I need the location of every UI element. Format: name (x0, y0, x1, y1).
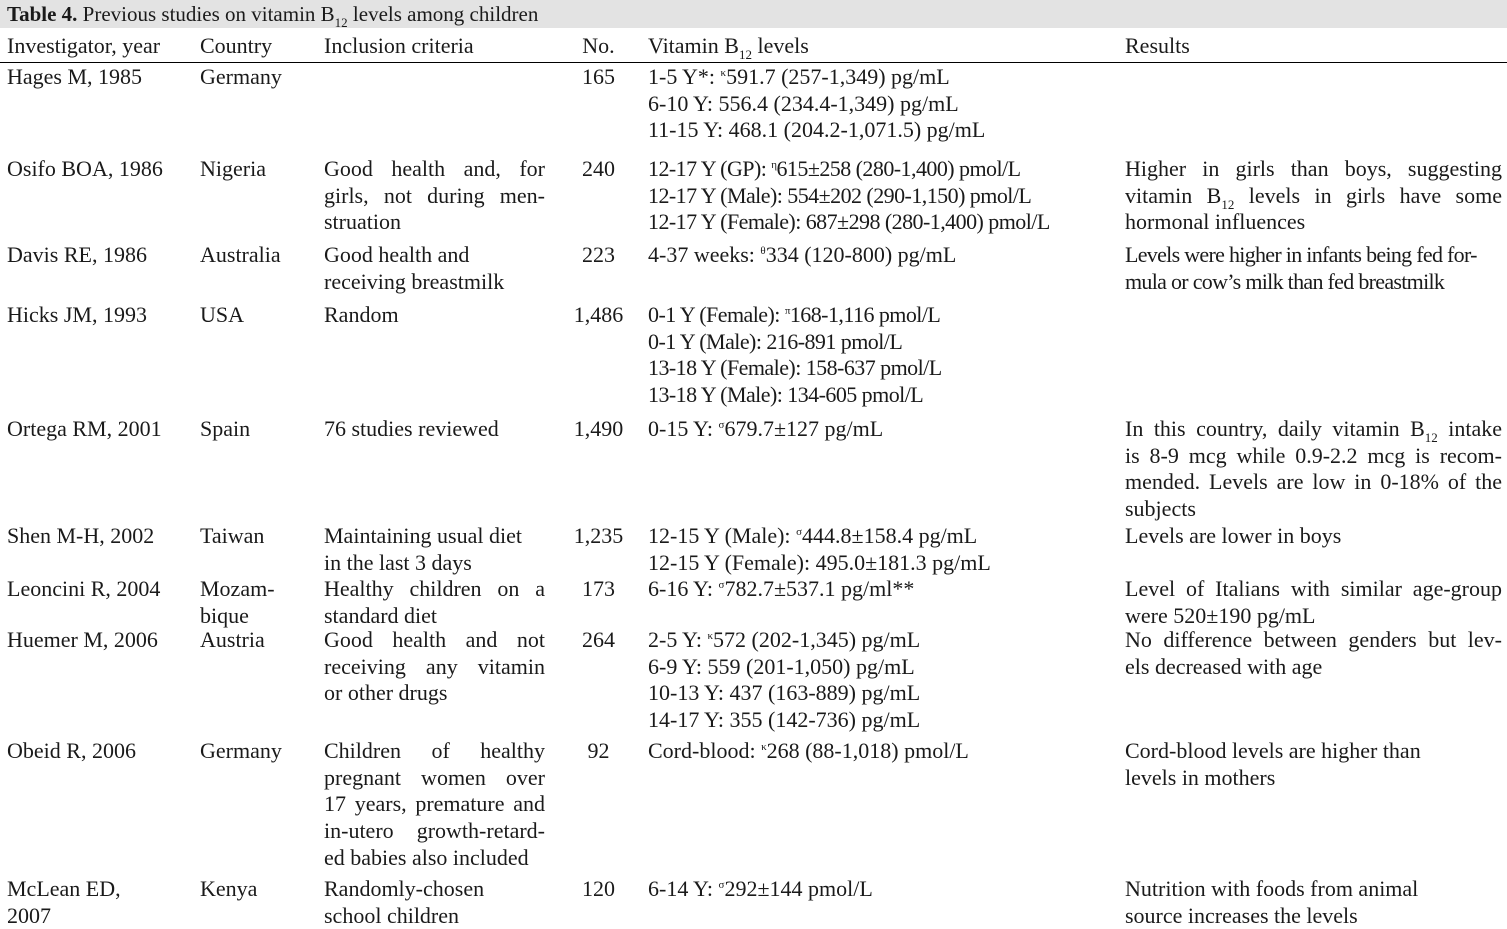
number-cell: 165 (582, 64, 615, 89)
level-line: 12-17 Y (Male): 554±202 (290-1,150) pmol/L (648, 182, 1032, 208)
method-mark: κ (707, 630, 714, 642)
method-mark: σ (796, 526, 802, 538)
cell-line: receiving any vitamin (324, 653, 545, 679)
cell-line: levels in mothers (1125, 764, 1276, 790)
country-cell: Austria (200, 627, 265, 652)
inclusion-criteria-cell (324, 576, 545, 629)
level-line: 1-5 Y*: $^\kappa$591.7 (257-1,349) pg/mL (648, 64, 950, 89)
cell-line: in-utero growth-retard- (324, 818, 545, 844)
cell-line: Nutrition with foods from animal (1125, 876, 1419, 901)
vitamin-levels-cell (648, 156, 1118, 236)
method-mark: θ (760, 245, 766, 257)
level-line: 0-15 Y: $^\sigma$679.7±127 pg/mL (648, 416, 884, 441)
vitamin-levels-cell (648, 242, 1118, 269)
investigator-cell: Hages M, 1985 (7, 64, 143, 89)
investigator-cell: Davis RE, 1986 (7, 242, 147, 267)
results-cell (1125, 576, 1502, 629)
vitamin-levels-cell (648, 64, 1118, 144)
header-country: Country (200, 33, 273, 58)
country-cell: Australia (200, 242, 281, 267)
cell-line: Good health and, for (324, 156, 545, 181)
header-inclusion: Inclusion criteria (324, 33, 474, 58)
table-label: Table 4. (7, 2, 78, 26)
inclusion-criteria-cell (324, 523, 545, 576)
cell-line: or other drugs (324, 680, 448, 706)
results-cell (1125, 876, 1502, 929)
table-caption (0, 0, 1507, 28)
level-line: 12-17 Y (GP): $^\eta$615±258 (280-1,400) pmol/L (648, 156, 1021, 181)
country-cell: Germany (200, 64, 282, 89)
cell-line: Level of Italians with similar age-group (1125, 576, 1502, 601)
cell-line: Cord-blood levels are higher than (1125, 738, 1421, 763)
cell-line: girls, not during men- (324, 182, 545, 208)
cell-line: Randomly-chosen (324, 876, 485, 901)
method-mark: σ (718, 879, 725, 891)
investigator-cell: Huemer M, 2006 (7, 627, 158, 652)
inclusion-criteria-cell (324, 242, 545, 295)
cell-line: Maintaining usual diet (324, 523, 522, 548)
results-cell (1125, 738, 1502, 791)
number-cell: 173 (582, 576, 615, 601)
level-line: 2-5 Y: $^\kappa$572 (202-1,345) pg/mL (648, 627, 921, 652)
level-line: 14-17 Y: 355 (142-736) pg/mL (648, 707, 921, 733)
level-line: 4-37 weeks: $^\theta$334 (120-800) pg/mL (648, 242, 957, 267)
country-cell: Taiwan (200, 523, 265, 548)
cell-line: in the last 3 days (324, 549, 472, 575)
cell-line: struation (324, 209, 401, 235)
country-cell: Spain (200, 416, 251, 441)
inclusion-criteria-cell (324, 627, 545, 707)
cell-line: 76 studies reviewed (324, 416, 499, 441)
cell-line: vitamin $B_{12}$ levels in girls have some (1125, 182, 1502, 212)
level-line: 11-15 Y: 468.1 (204.2-1,071.5) pg/mL (648, 117, 986, 143)
vitamin-levels-cell (648, 627, 1118, 734)
cell-line: Good health and not (324, 627, 545, 652)
level-line: 6-14 Y: $^\sigma$292±144 pmol/L (648, 876, 873, 901)
method-mark: σ (718, 419, 725, 431)
cell-line: Levels were higher in infants being fed for- (1125, 242, 1477, 267)
vitamin-levels-cell (648, 416, 1118, 443)
level-line: 6-10 Y: 556.4 (234.4-1,349) pg/mL (648, 90, 959, 116)
cell-line: source increases the levels (1125, 902, 1358, 928)
cell-line: ed babies also included (324, 844, 529, 870)
cell-line: Mozam- (200, 576, 275, 601)
country-cell: Nigeria (200, 156, 266, 181)
cell-line: els decreased with age (1125, 653, 1323, 679)
investigator-cell: Ortega RM, 2001 (7, 416, 162, 441)
level-line: Cord-blood: $^\kappa$268 (88-1,018) pmol/L (648, 738, 969, 763)
level-line: 6-16 Y: $^\sigma$782.7±537.1 pg/ml** (648, 576, 915, 601)
method-mark: κ (761, 741, 767, 753)
results-cell (1125, 242, 1502, 295)
cell-line: subjects (1125, 496, 1196, 522)
level-line: 0-1 Y (Female): $^\pi$168-1,116 pmol/L (648, 302, 941, 327)
cell-line: No difference between genders but lev- (1125, 627, 1502, 652)
investigator-cell: Shen M-H, 2002 (7, 523, 155, 548)
cell-line: Good health and (324, 242, 470, 267)
cell-line: mula or cow’s milk than fed breastmilk (1125, 268, 1445, 294)
cell-line: standard diet (324, 602, 438, 628)
level-line: 0-1 Y (Male): 216-891 pmol/L (648, 328, 903, 354)
results-cell (1125, 627, 1502, 680)
header-investigator: Investigator, year (7, 33, 161, 58)
number-cell: 1,235 (573, 523, 624, 548)
method-mark: σ (718, 579, 725, 591)
cell-line: bique (200, 602, 249, 628)
cell-line: is 8-9 mcg while 0.9-2.2 mcg is recom- (1125, 442, 1502, 468)
country-cell: Kenya (200, 876, 258, 901)
inclusion-criteria-cell (324, 416, 545, 443)
caption-text: Previous studies on vitamin B (82, 2, 335, 26)
number-cell: 120 (582, 876, 615, 901)
method-mark: κ (720, 67, 727, 79)
method-mark: η (771, 159, 777, 171)
cell-line: school children (324, 902, 460, 928)
inclusion-criteria-cell (324, 302, 545, 329)
investigator-cell: Hicks JM, 1993 (7, 302, 147, 327)
level-line: 12-15 Y (Female): 495.0±181.3 pg/mL (648, 549, 991, 575)
table-header (0, 30, 1507, 63)
results-cell (1125, 416, 1502, 523)
level-line: 13-18 Y (Male): 134-605 pmol/L (648, 382, 924, 408)
subscript: 12 (1424, 430, 1438, 445)
level-line: 12-15 Y (Male): $^\sigma$444.8±158.4 pg/mL (648, 523, 978, 548)
country-cell (200, 576, 315, 629)
investigator-cell (7, 876, 192, 929)
inclusion-criteria-cell (324, 156, 545, 236)
cell-line: Healthy children on a (324, 576, 545, 601)
level-line: 12-17 Y (Female): 687±298 (280-1,400) pmol/L (648, 209, 1050, 235)
inclusion-criteria-cell (324, 876, 545, 929)
number-cell: 223 (582, 242, 615, 267)
results-cell (1125, 523, 1502, 550)
country-cell: Germany (200, 738, 282, 763)
caption-subscript: 12 (334, 15, 348, 30)
method-mark: π (784, 305, 790, 317)
number-cell: 1,486 (573, 302, 624, 327)
cell-line: pregnant women over (324, 764, 545, 790)
vitamin-levels-cell (648, 876, 1118, 903)
cell-line: receiving breastmilk (324, 268, 505, 294)
level-line: 6-9 Y: 559 (201-1,050) pg/mL (648, 653, 915, 679)
level-line: 13-18 Y (Female): 158-637 pmol/L (648, 355, 942, 381)
vitamin-levels-cell (648, 523, 1118, 576)
investigator-cell: Osifo BOA, 1986 (7, 156, 163, 181)
header-vitamin-levels: Vitamin $B_{12}$ levels (648, 33, 809, 62)
results-cell (1125, 156, 1502, 236)
country-cell: USA (200, 302, 245, 327)
cell-line: In this country, daily vitamin $B_{12}$ intake (1125, 416, 1502, 445)
level-line: 10-13 Y: 437 (163-889) pg/mL (648, 680, 921, 706)
header-results: Results (1125, 33, 1190, 58)
number-cell: 264 (582, 627, 615, 652)
cell-line: Children of healthy (324, 738, 545, 763)
inclusion-criteria-cell (324, 738, 545, 872)
cell-line: were 520±190 pg/mL (1125, 602, 1316, 628)
vitamin-levels-cell (648, 738, 1118, 765)
cell-line: McLean ED, (7, 876, 121, 901)
vitamin-levels-cell (648, 576, 1118, 603)
subscript: 12 (1221, 196, 1235, 212)
cell-line: mended. Levels are low in 0-18% of the (1125, 469, 1502, 495)
cell-line: 17 years, premature and (324, 791, 545, 817)
investigator-cell: Obeid R, 2006 (7, 738, 136, 763)
number-cell: 240 (582, 156, 615, 181)
cell-line: Levels are lower in boys (1125, 523, 1342, 548)
investigator-cell: Leoncini R, 2004 (7, 576, 161, 601)
cell-line: Higher in girls than boys, suggesting (1125, 156, 1502, 181)
vitamin-levels-cell (648, 302, 1118, 409)
number-cell: 92 (587, 738, 610, 763)
header-number: No. (582, 33, 615, 58)
number-cell: 1,490 (573, 416, 624, 441)
caption-text-end: levels among children (352, 2, 539, 26)
cell-line: 2007 (7, 902, 51, 928)
cell-line: Random (324, 302, 399, 327)
cell-line: hormonal influences (1125, 209, 1306, 235)
